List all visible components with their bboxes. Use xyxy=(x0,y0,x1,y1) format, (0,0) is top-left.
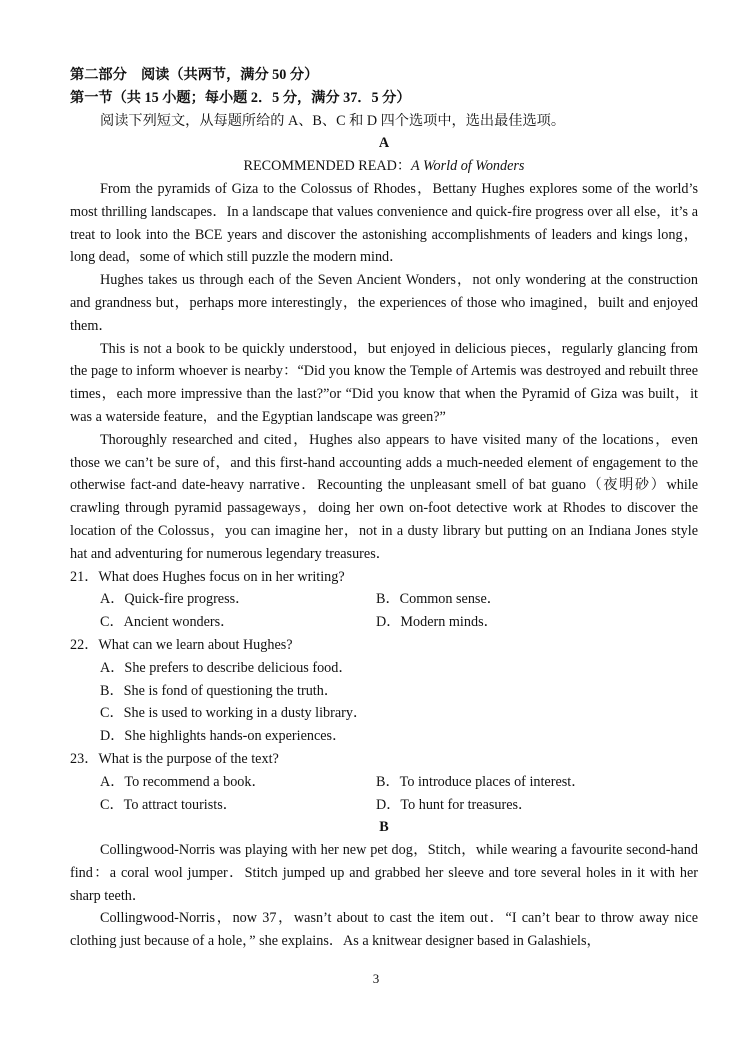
option-c: C．Ancient wonders． xyxy=(100,614,235,631)
question-21-options-row-2 xyxy=(70,611,698,634)
passage-a-title xyxy=(70,155,698,178)
option-a: A．Quick-fire progress． xyxy=(100,591,250,608)
passage-b-paragraph: Collingwood-Norris was playing with her new pet dog，Stitch，while wearing a favourite second-hand find：a coral wool jumper．Stitch jumped up and grabbed her sleeve and tore several holes in it with her sharp teeth． xyxy=(70,842,698,904)
passage-a-paragraph: Thoroughly researched and cited，Hughes also appears to have visited many of the locations，even those we can’t be sure of，and this first-hand accounting adds a much-needed element of engagement to the otherwise fact-and date-heavy narrative．Recounting the unpleasant smell of bat guano（夜明砂）while crawling through pyramid passageways，doing her own on-foot detective work at Rhodes to discover the location of the Colossus，you can imagine her，not in a dusty library but putting on an Indiana Jones style hat and adventuring for numerous legendary treasures． xyxy=(70,431,698,562)
option-a: A．She prefers to describe delicious food． xyxy=(100,659,353,676)
page-number: 3 xyxy=(372,971,380,986)
question-23-options-row-1 xyxy=(70,771,698,794)
page-content xyxy=(70,64,698,953)
question-21-stem: 21．What does Hughes focus on in her writing? xyxy=(70,568,345,585)
passage-a-paragraph: From the pyramids of Giza to the Colossus of Rhodes，Bettany Hughes explores some of the world’s most thrilling landscapes．In a landscape that values convenience and quick-fire progress over all else，it’s a treat to look into the BCE years and discover the astonishing accomplishments of leaders and kings long，long dead，some of which still puzzle the modern mind． xyxy=(70,180,698,266)
passage-a-paragraph: Hughes takes us through each of the Seven Ancient Wonders，not only wondering at the construction and grandness but，perhaps more interestingly，the experiences of those who imagined，built and enjoyed them． xyxy=(70,272,699,334)
option-d: D．Modern minds． xyxy=(376,614,498,631)
option-d: D．She highlights hands-on experiences． xyxy=(100,728,347,745)
question-21-options-row-1 xyxy=(70,588,698,611)
option-b: B．She is fond of questioning the truth． xyxy=(100,682,339,699)
option-d: D．To hunt for treasures． xyxy=(376,796,533,813)
question-22-stem: 22．What can we learn about Hughes? xyxy=(70,636,293,653)
option-b: B．To introduce places of interest． xyxy=(376,773,586,790)
passage-a-letter: A xyxy=(378,135,390,152)
question-23-stem: 23．What is the purpose of the text? xyxy=(70,750,279,767)
passage-b-letter: B xyxy=(379,819,389,836)
title-prefix: RECOMMENDED READ： xyxy=(243,158,412,175)
option-c: C．She is used to working in a dusty library． xyxy=(100,705,368,722)
passage-b-paragraph: Collingwood-Norris，now 37，wasn’t about to cast the item out．“I can’t bear to throw away nice clothing just because of a hole，” she explains．As a knitwear designer based in Galashiels， xyxy=(70,910,698,950)
section-title: 第一节（共 15 小题；每小题 2．5 分，满分 37．5 分） xyxy=(70,89,411,106)
passage-a-paragraph: This is not a book to be quickly understood，but enjoyed in delicious pieces，regularly glancing from the page to inform whoever is nearby：“Did you know the Temple of Artemis was destroyed and rebuilt three times，each more impressive than the last?”or “Did you know that when the Pyramid of Giza was built，it was a waterside feature，and the Egyptian landscape was green?” xyxy=(70,340,698,425)
book-title: A World of Wonders xyxy=(411,158,525,175)
option-b: B．Common sense． xyxy=(376,591,501,608)
question-23-options-row-2 xyxy=(70,794,698,817)
part-title: 第二部分 阅读（共两节，满分 50 分） xyxy=(70,67,319,83)
option-c: C．To attract tourists． xyxy=(100,796,237,813)
instruction: 阅读下列短文，从每题所给的 A、B、C 和 D 四个选项中，选出最佳选项。 xyxy=(100,112,566,129)
option-a: A．To recommend a book． xyxy=(100,773,266,790)
